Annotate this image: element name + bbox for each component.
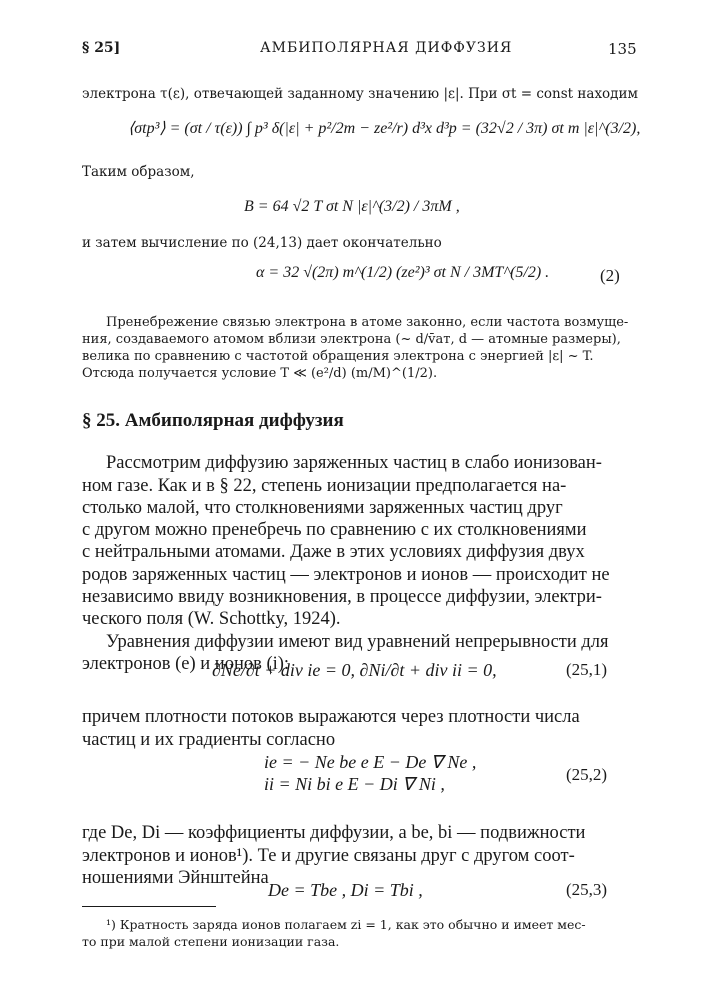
note-line: Отсюда получается условие T ≪ (e²/d) (m/M)^(1/2). bbox=[82, 366, 438, 381]
equation-number: (25,1) bbox=[566, 660, 608, 679]
note-line: Пренебрежение связью электрона в атоме законно, если частота возмуще- bbox=[106, 315, 629, 330]
note-line: велика по сравнению с частотой обращения электрона с энергией |ε| ~ T. bbox=[82, 349, 594, 364]
text-line: электрона τ(ε), отвечающей заданному значению |ε|. При σt = const находим bbox=[82, 86, 638, 102]
paragraph-line: Рассмотрим диффузию заряженных частиц в слабо ионизован- bbox=[106, 453, 602, 473]
header-section-ref: § 25] bbox=[82, 40, 121, 56]
paragraph-line: с нейтральными атомами. Даже в этих условиях диффузия двух bbox=[82, 542, 585, 562]
paragraph-line: ном газе. Как и в § 22, степень ионизации предполагается на- bbox=[82, 476, 567, 496]
paragraph-line: электронов и ионов¹). Те и другие связаны друг с другом соот- bbox=[82, 846, 575, 866]
footnote-line: ¹) Кратность заряда ионов полагаем zi = 1, как это обычно и имеет мес- bbox=[106, 917, 586, 932]
paragraph-line: ношениями Эйнштейна bbox=[82, 868, 269, 888]
text-line: Таким образом, bbox=[82, 164, 195, 180]
paragraph-line: Уравнения диффузии имеют вид уравнений непрерывности для bbox=[106, 632, 609, 652]
equation-25-3: De = Tbe , Di = Tbi , bbox=[268, 880, 423, 900]
equation-number: (2) bbox=[600, 266, 620, 285]
page-number: 135 bbox=[608, 40, 637, 58]
paragraph-line: с другом можно пренебречь по сравнению с их столкновениями bbox=[82, 520, 587, 540]
equation-alpha: α = 32 √(2π) m^(1/2) (ze²)³ σt N / 3MT^(5/2) . bbox=[256, 264, 550, 281]
paragraph-line: электронов (e) и ионов (i): bbox=[82, 654, 290, 674]
equation-b: B = 64 √2 T σt N |ε|^(3/2) / 3πM , bbox=[244, 198, 460, 215]
footnote-rule bbox=[82, 906, 216, 907]
footnote-line: то при малой степени ионизации газа. bbox=[82, 934, 340, 949]
equation-number: (25,2) bbox=[566, 765, 608, 784]
paragraph-line: родов заряженных частиц — электронов и ионов — происходит не bbox=[82, 565, 610, 585]
section-title: § 25. Амбиполярная диффузия bbox=[82, 410, 344, 431]
equation-sigma-p3: ⟨σtp³⟩ = (σt / τ(ε)) ∫ p³ δ(|ε| + p²/2m − ze²/r) d³x d³p = (32√2 / 3π) σt m |ε|^(3/2), bbox=[128, 120, 641, 137]
equation-25-2-line2: ii = Ni bi e E − Di ∇ Ni , bbox=[264, 774, 445, 794]
paragraph-line: столько малой, что столкновениями заряженных частиц друг bbox=[82, 498, 563, 518]
paragraph-line: ческого поля (W. Schottky, 1924). bbox=[82, 609, 341, 629]
equation-number: (25,3) bbox=[566, 880, 608, 899]
running-title: АМБИПОЛЯРНАЯ ДИФФУЗИЯ bbox=[260, 40, 513, 56]
equation-25-2-line1: ie = − Ne be e E − De ∇ Ne , bbox=[264, 752, 477, 772]
paragraph-line: причем плотности потоков выражаются через плотности числа bbox=[82, 707, 580, 727]
equation-25-1: ∂Ne/∂t + div ie = 0, ∂Ni/∂t + div ii = 0, bbox=[212, 660, 497, 680]
text-line: и затем вычисление по (24,13) дает окончательно bbox=[82, 235, 442, 251]
paragraph-line: частиц и их градиенты согласно bbox=[82, 730, 336, 750]
note-line: ния, создаваемого атомом вблизи электрона (~ d/v̄ат, d — атомные размеры), bbox=[82, 332, 621, 347]
paragraph-line: независимо ввиду возникновения, в процессе диффузии, электри- bbox=[82, 587, 602, 607]
paragraph-line: где De, Di — коэффициенты диффузии, а be, bi — подвижности bbox=[82, 823, 586, 843]
